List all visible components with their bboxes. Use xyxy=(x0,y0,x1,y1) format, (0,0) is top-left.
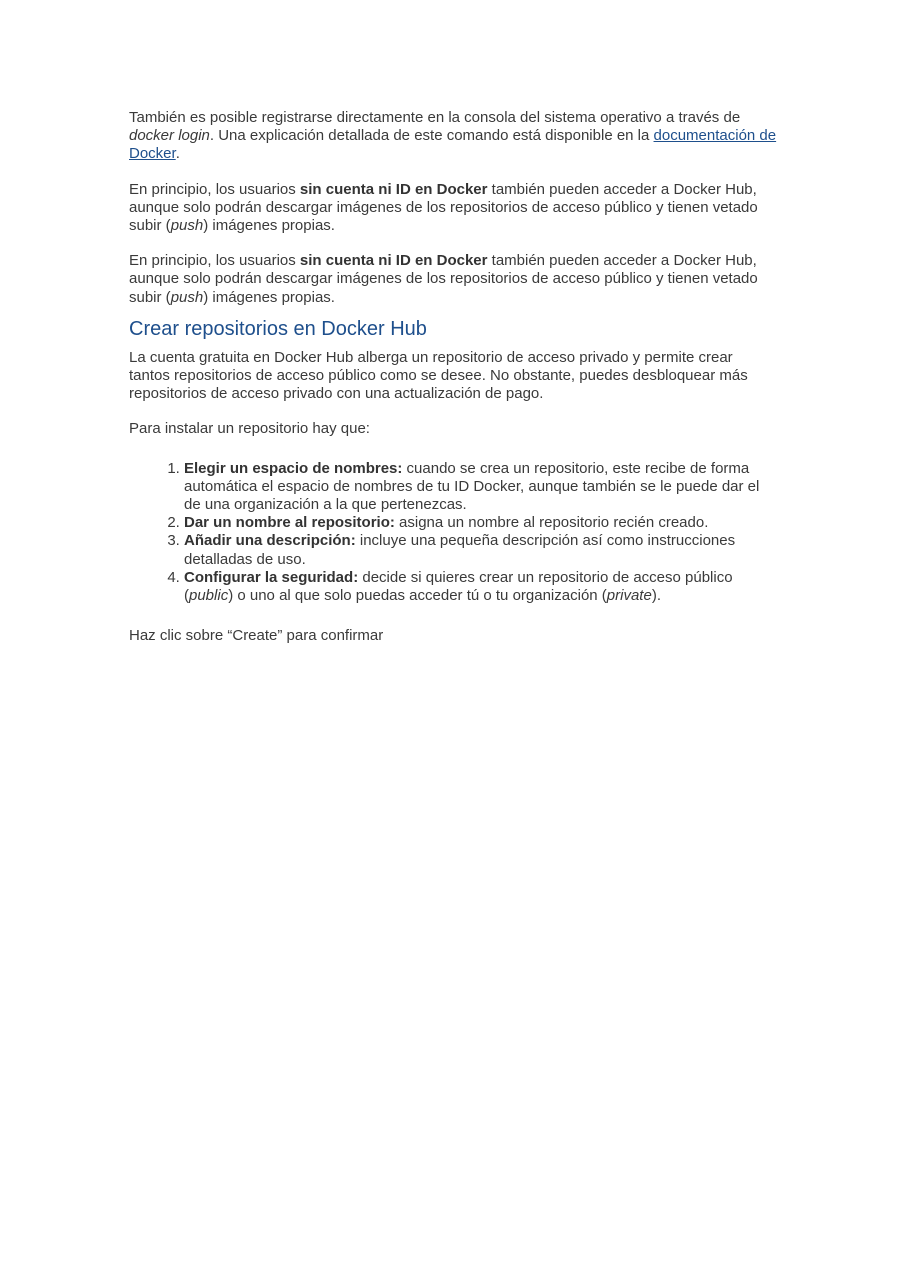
list-item xyxy=(184,460,777,515)
free-account-paragraph: La cuenta gratuita en Docker Hub alberga un repositorio de acceso privado y permite crear tantos repositorios de acceso público como se desee. No obstante, puedes desbloquear más repositorios de acceso privado con una actualización de pago. xyxy=(129,348,748,403)
step-title: Dar un nombre al repositorio: xyxy=(184,514,395,532)
step-title: Elegir un espacio de nombres: xyxy=(184,459,403,477)
docker-login-command: docker login xyxy=(129,127,210,145)
private-term: private xyxy=(606,587,652,605)
step-title: Añadir una descripción: xyxy=(184,532,356,550)
push-term: push xyxy=(170,288,204,306)
step-text: ). xyxy=(651,587,661,605)
steps-list xyxy=(129,460,777,606)
no-account-paragraph-1 xyxy=(129,181,777,236)
no-account-end: ) imágenes propias. xyxy=(203,217,335,235)
no-account-end: ) imágenes propias. xyxy=(203,288,335,306)
no-account-bold: sin cuenta ni ID en Docker xyxy=(299,180,488,198)
closing-paragraph: Haz clic sobre “Create” para confirmar xyxy=(129,627,384,645)
no-account-paragraph-2 xyxy=(129,252,777,307)
list-item xyxy=(184,532,777,568)
section-heading: Crear repositorios en Docker Hub xyxy=(129,317,427,340)
no-account-lead: En principio, los usuarios xyxy=(129,180,300,198)
intro-paragraph xyxy=(129,109,777,164)
document-page xyxy=(129,109,777,645)
no-account-lead: En principio, los usuarios xyxy=(129,252,300,270)
public-term: public xyxy=(189,587,229,605)
step-text: incluye una pequeña descripción así como instrucciones detalladas de uso. xyxy=(184,532,736,568)
step-text: cuando se crea un repositorio, este recibe de forma automática el espacio de nombres de tu ID Docker, aunque también se le puede dar el de una organización a la que pertenezcas. xyxy=(184,459,760,514)
no-account-bold: sin cuenta ni ID en Docker xyxy=(299,252,488,270)
step-title: Configurar la seguridad: xyxy=(184,568,359,586)
intro-text-end: . xyxy=(175,145,180,163)
docker-documentation-link[interactable]: documentación de Docker xyxy=(129,127,777,163)
install-intro-paragraph: Para instalar un repositorio hay que: xyxy=(129,420,370,438)
no-account-mid: también pueden acceder a Docker Hub, aunque solo podrán descargar imágenes de los repositorios de acceso público y tienen vetado subir ( xyxy=(129,252,758,306)
step-text: decide si quieres crear un repositorio de acceso público ( xyxy=(184,568,733,605)
intro-text: También es posible registrarse directamente en la consola del sistema operativo a través de xyxy=(129,109,741,126)
list-item xyxy=(184,514,777,532)
step-text: ) o uno al que solo puedas acceder tú o tu organización ( xyxy=(228,587,607,605)
push-term: push xyxy=(170,217,204,235)
no-account-mid: también pueden acceder a Docker Hub, aunque solo podrán descargar imágenes de los repositorios de acceso público y tienen vetado subir ( xyxy=(129,180,758,235)
step-text: asigna un nombre al repositorio recién creado. xyxy=(394,514,709,532)
list-item xyxy=(184,569,777,605)
intro-text-continued: . Una explicación detallada de este comando está disponible en la xyxy=(209,127,654,145)
